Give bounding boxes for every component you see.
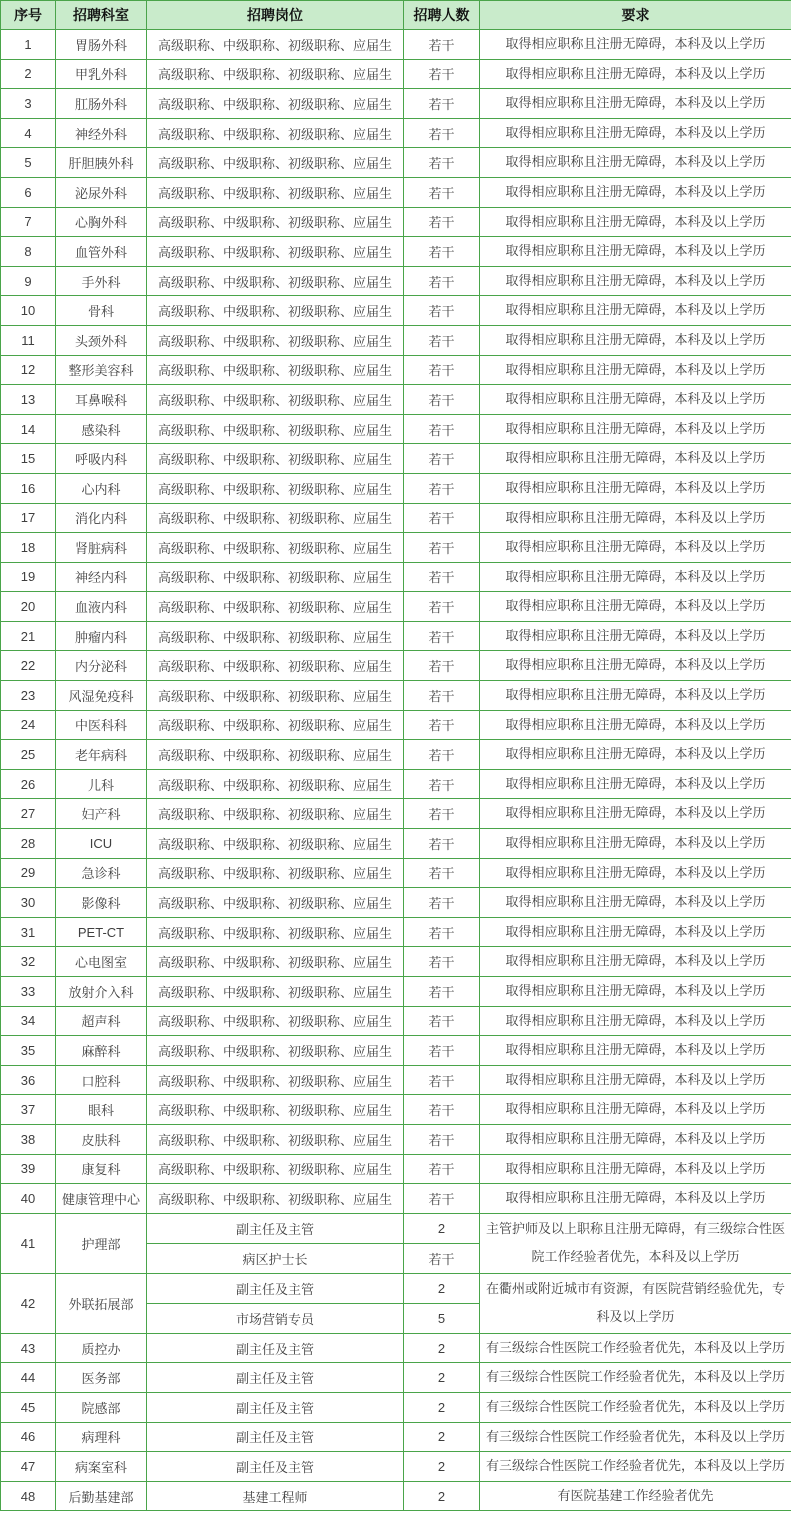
cell-req: 取得相应职称且注册无障碍，本科及以上学历 xyxy=(480,1184,791,1214)
table-row xyxy=(1,207,791,237)
cell-req: 有三级综合性医院工作经验者优先，本科及以上学历 xyxy=(480,1363,791,1393)
cell-count: 若干 xyxy=(404,799,480,829)
cell-count: 若干 xyxy=(404,947,480,977)
table-row xyxy=(1,1036,791,1066)
cell-req: 取得相应职称且注册无障碍，本科及以上学历 xyxy=(480,977,791,1007)
cell-count: 若干 xyxy=(404,1036,480,1066)
cell-dept: 心电图室 xyxy=(56,947,147,977)
cell-no: 5 xyxy=(1,148,56,178)
cell-req: 有三级综合性医院工作经验者优先，本科及以上学历 xyxy=(480,1452,791,1482)
cell-dept: 病案室科 xyxy=(56,1452,147,1482)
cell-req: 主管护师及以上职称且注册无障碍，有三级综合性医院工作经验者优先，本科及以上学历 xyxy=(480,1213,791,1273)
table-row xyxy=(1,888,791,918)
table-row xyxy=(1,177,791,207)
cell-position: 高级职称、中级职称、初级职称、应届生 xyxy=(147,1065,404,1095)
table-row xyxy=(1,59,791,89)
cell-no: 41 xyxy=(1,1213,56,1273)
table-row xyxy=(1,237,791,267)
cell-no: 33 xyxy=(1,977,56,1007)
cell-position: 高级职称、中级职称、初级职称、应届生 xyxy=(147,1184,404,1214)
cell-count: 2 xyxy=(404,1333,480,1363)
cell-no: 2 xyxy=(1,59,56,89)
cell-no: 35 xyxy=(1,1036,56,1066)
cell-position: 高级职称、中级职称、初级职称、应届生 xyxy=(147,651,404,681)
cell-req: 取得相应职称且注册无障碍，本科及以上学历 xyxy=(480,888,791,918)
cell-req: 取得相应职称且注册无障碍，本科及以上学历 xyxy=(480,148,791,178)
table-row xyxy=(1,1095,791,1125)
cell-req: 取得相应职称且注册无障碍，本科及以上学历 xyxy=(480,710,791,740)
cell-dept: 心胸外科 xyxy=(56,207,147,237)
cell-dept: 麻醉科 xyxy=(56,1036,147,1066)
cell-req: 取得相应职称且注册无障碍，本科及以上学历 xyxy=(480,1095,791,1125)
cell-req: 在衢州或附近城市有资源，有医院营销经验优先，专科及以上学历 xyxy=(480,1273,791,1333)
cell-req: 有医院基建工作经验者优先 xyxy=(480,1481,791,1511)
cell-count: 若干 xyxy=(404,1184,480,1214)
cell-count: 若干 xyxy=(404,651,480,681)
cell-position: 副主任及主管 xyxy=(147,1273,404,1303)
cell-position: 高级职称、中级职称、初级职称、应届生 xyxy=(147,947,404,977)
cell-no: 13 xyxy=(1,385,56,415)
cell-no: 20 xyxy=(1,592,56,622)
cell-req: 取得相应职称且注册无障碍，本科及以上学历 xyxy=(480,681,791,711)
cell-count: 若干 xyxy=(404,118,480,148)
cell-dept: 皮肤科 xyxy=(56,1124,147,1154)
cell-position: 高级职称、中级职称、初级职称、应届生 xyxy=(147,858,404,888)
cell-count: 若干 xyxy=(404,1154,480,1184)
table-row xyxy=(1,562,791,592)
cell-dept: 头颈外科 xyxy=(56,325,147,355)
cell-req: 取得相应职称且注册无障碍，本科及以上学历 xyxy=(480,59,791,89)
table-row xyxy=(1,1184,791,1214)
cell-count: 若干 xyxy=(404,148,480,178)
cell-position: 副主任及主管 xyxy=(147,1333,404,1363)
cell-dept: 中医科科 xyxy=(56,710,147,740)
cell-position: 高级职称、中级职称、初级职称、应届生 xyxy=(147,325,404,355)
cell-dept: 儿科 xyxy=(56,769,147,799)
cell-count: 若干 xyxy=(404,473,480,503)
header-no: 序号 xyxy=(1,1,56,30)
cell-dept: 放射介入科 xyxy=(56,977,147,1007)
cell-count: 2 xyxy=(404,1273,480,1303)
cell-dept: 质控办 xyxy=(56,1333,147,1363)
table-row xyxy=(1,710,791,740)
cell-req: 取得相应职称且注册无障碍，本科及以上学历 xyxy=(480,118,791,148)
cell-no: 34 xyxy=(1,1006,56,1036)
cell-position: 高级职称、中级职称、初级职称、应届生 xyxy=(147,592,404,622)
cell-dept: 甲乳外科 xyxy=(56,59,147,89)
cell-req: 取得相应职称且注册无障碍，本科及以上学历 xyxy=(480,858,791,888)
table-row xyxy=(1,1333,791,1363)
cell-position: 高级职称、中级职称、初级职称、应届生 xyxy=(147,977,404,1007)
table-row xyxy=(1,30,791,60)
cell-dept: 外联拓展部 xyxy=(56,1273,147,1333)
cell-position: 高级职称、中级职称、初级职称、应届生 xyxy=(147,769,404,799)
cell-no: 8 xyxy=(1,237,56,267)
cell-position: 高级职称、中级职称、初级职称、应届生 xyxy=(147,207,404,237)
table-row xyxy=(1,858,791,888)
cell-position: 高级职称、中级职称、初级职称、应届生 xyxy=(147,1124,404,1154)
cell-count: 若干 xyxy=(404,385,480,415)
cell-dept: 风湿免疫科 xyxy=(56,681,147,711)
cell-req: 取得相应职称且注册无障碍，本科及以上学历 xyxy=(480,917,791,947)
table-row xyxy=(1,355,791,385)
cell-dept: 心内科 xyxy=(56,473,147,503)
cell-count: 若干 xyxy=(404,59,480,89)
cell-position: 高级职称、中级职称、初级职称、应届生 xyxy=(147,562,404,592)
cell-req: 取得相应职称且注册无障碍，本科及以上学历 xyxy=(480,237,791,267)
cell-dept: 妇产科 xyxy=(56,799,147,829)
table-row xyxy=(1,1422,791,1452)
cell-position: 高级职称、中级职称、初级职称、应届生 xyxy=(147,533,404,563)
table-row xyxy=(1,829,791,859)
cell-req: 取得相应职称且注册无障碍，本科及以上学历 xyxy=(480,266,791,296)
cell-no: 10 xyxy=(1,296,56,326)
cell-no: 31 xyxy=(1,917,56,947)
cell-no: 25 xyxy=(1,740,56,770)
cell-position: 高级职称、中级职称、初级职称、应届生 xyxy=(147,1036,404,1066)
cell-no: 38 xyxy=(1,1124,56,1154)
cell-no: 30 xyxy=(1,888,56,918)
cell-count: 2 xyxy=(404,1452,480,1482)
table-row xyxy=(1,947,791,977)
cell-no: 14 xyxy=(1,414,56,444)
cell-no: 4 xyxy=(1,118,56,148)
cell-count: 若干 xyxy=(404,503,480,533)
table-row xyxy=(1,592,791,622)
cell-no: 18 xyxy=(1,533,56,563)
table-row xyxy=(1,917,791,947)
cell-position: 高级职称、中级职称、初级职称、应届生 xyxy=(147,355,404,385)
cell-count: 若干 xyxy=(404,266,480,296)
cell-req: 取得相应职称且注册无障碍，本科及以上学历 xyxy=(480,385,791,415)
cell-position: 高级职称、中级职称、初级职称、应届生 xyxy=(147,237,404,267)
cell-no: 44 xyxy=(1,1363,56,1393)
table-row xyxy=(1,1452,791,1482)
cell-position: 高级职称、中级职称、初级职称、应届生 xyxy=(147,414,404,444)
cell-count: 若干 xyxy=(404,1124,480,1154)
cell-dept: 整形美容科 xyxy=(56,355,147,385)
cell-no: 32 xyxy=(1,947,56,977)
cell-position: 市场营销专员 xyxy=(147,1303,404,1333)
cell-dept: PET-CT xyxy=(56,917,147,947)
cell-req: 取得相应职称且注册无障碍，本科及以上学历 xyxy=(480,769,791,799)
cell-count: 若干 xyxy=(404,296,480,326)
cell-position: 高级职称、中级职称、初级职称、应届生 xyxy=(147,503,404,533)
cell-no: 29 xyxy=(1,858,56,888)
cell-req: 取得相应职称且注册无障碍，本科及以上学历 xyxy=(480,592,791,622)
cell-count: 若干 xyxy=(404,769,480,799)
table-row xyxy=(1,296,791,326)
cell-position: 副主任及主管 xyxy=(147,1452,404,1482)
cell-count: 若干 xyxy=(404,1095,480,1125)
cell-req: 有三级综合性医院工作经验者优先，本科及以上学历 xyxy=(480,1392,791,1422)
table-row xyxy=(1,1124,791,1154)
cell-req: 取得相应职称且注册无障碍，本科及以上学历 xyxy=(480,740,791,770)
cell-dept: 感染科 xyxy=(56,414,147,444)
cell-dept: 口腔科 xyxy=(56,1065,147,1095)
cell-count: 2 xyxy=(404,1392,480,1422)
table-row xyxy=(1,1154,791,1184)
table-row xyxy=(1,769,791,799)
cell-dept: 神经外科 xyxy=(56,118,147,148)
table-row xyxy=(1,503,791,533)
cell-dept: 后勤基建部 xyxy=(56,1481,147,1511)
cell-count: 5 xyxy=(404,1303,480,1333)
cell-req: 取得相应职称且注册无障碍，本科及以上学历 xyxy=(480,30,791,60)
table-row xyxy=(1,414,791,444)
cell-dept: 泌尿外科 xyxy=(56,177,147,207)
cell-position: 高级职称、中级职称、初级职称、应届生 xyxy=(147,917,404,947)
cell-no: 26 xyxy=(1,769,56,799)
cell-req: 取得相应职称且注册无障碍，本科及以上学历 xyxy=(480,296,791,326)
cell-req: 取得相应职称且注册无障碍，本科及以上学历 xyxy=(480,1124,791,1154)
cell-position: 高级职称、中级职称、初级职称、应届生 xyxy=(147,296,404,326)
cell-dept: ICU xyxy=(56,829,147,859)
cell-req: 有三级综合性医院工作经验者优先，本科及以上学历 xyxy=(480,1333,791,1363)
cell-count: 若干 xyxy=(404,740,480,770)
cell-dept: 健康管理中心 xyxy=(56,1184,147,1214)
cell-count: 若干 xyxy=(404,533,480,563)
cell-no: 9 xyxy=(1,266,56,296)
table-row xyxy=(1,118,791,148)
header-req: 要求 xyxy=(480,1,791,30)
cell-no: 7 xyxy=(1,207,56,237)
cell-count: 若干 xyxy=(404,562,480,592)
cell-position: 高级职称、中级职称、初级职称、应届生 xyxy=(147,118,404,148)
table-row xyxy=(1,799,791,829)
table-row xyxy=(1,148,791,178)
table-row xyxy=(1,1273,791,1303)
cell-no: 1 xyxy=(1,30,56,60)
cell-req: 取得相应职称且注册无障碍，本科及以上学历 xyxy=(480,562,791,592)
cell-dept: 消化内科 xyxy=(56,503,147,533)
cell-req: 取得相应职称且注册无障碍，本科及以上学历 xyxy=(480,1065,791,1095)
cell-position: 高级职称、中级职称、初级职称、应届生 xyxy=(147,829,404,859)
table-row xyxy=(1,385,791,415)
cell-count: 若干 xyxy=(404,1006,480,1036)
cell-req: 取得相应职称且注册无障碍，本科及以上学历 xyxy=(480,621,791,651)
cell-dept: 康复科 xyxy=(56,1154,147,1184)
cell-dept: 院感部 xyxy=(56,1392,147,1422)
cell-position: 高级职称、中级职称、初级职称、应届生 xyxy=(147,799,404,829)
cell-dept: 耳鼻喉科 xyxy=(56,385,147,415)
cell-dept: 急诊科 xyxy=(56,858,147,888)
cell-no: 12 xyxy=(1,355,56,385)
cell-req: 取得相应职称且注册无障碍，本科及以上学历 xyxy=(480,1154,791,1184)
cell-count: 2 xyxy=(404,1422,480,1452)
cell-req: 取得相应职称且注册无障碍，本科及以上学历 xyxy=(480,355,791,385)
cell-position: 高级职称、中级职称、初级职称、应届生 xyxy=(147,621,404,651)
header-dept: 招聘科室 xyxy=(56,1,147,30)
cell-position: 高级职称、中级职称、初级职称、应届生 xyxy=(147,444,404,474)
cell-count: 若干 xyxy=(404,681,480,711)
cell-position: 高级职称、中级职称、初级职称、应届生 xyxy=(147,1095,404,1125)
cell-dept: 骨科 xyxy=(56,296,147,326)
table-row xyxy=(1,1392,791,1422)
cell-position: 高级职称、中级职称、初级职称、应届生 xyxy=(147,59,404,89)
cell-position: 副主任及主管 xyxy=(147,1422,404,1452)
cell-count: 若干 xyxy=(404,888,480,918)
cell-req: 取得相应职称且注册无障碍，本科及以上学历 xyxy=(480,177,791,207)
cell-no: 21 xyxy=(1,621,56,651)
cell-req: 取得相应职称且注册无障碍，本科及以上学历 xyxy=(480,473,791,503)
cell-position: 副主任及主管 xyxy=(147,1213,404,1243)
table-row xyxy=(1,651,791,681)
cell-dept: 内分泌科 xyxy=(56,651,147,681)
table-row xyxy=(1,1065,791,1095)
cell-count: 若干 xyxy=(404,325,480,355)
table-row xyxy=(1,89,791,119)
cell-count: 若干 xyxy=(404,177,480,207)
cell-req: 取得相应职称且注册无障碍，本科及以上学历 xyxy=(480,799,791,829)
cell-position: 高级职称、中级职称、初级职称、应届生 xyxy=(147,89,404,119)
table-row xyxy=(1,1363,791,1393)
cell-no: 17 xyxy=(1,503,56,533)
cell-count: 若干 xyxy=(404,977,480,1007)
cell-no: 16 xyxy=(1,473,56,503)
cell-position: 高级职称、中级职称、初级职称、应届生 xyxy=(147,385,404,415)
header-row xyxy=(1,1,791,30)
table-row xyxy=(1,681,791,711)
cell-count: 若干 xyxy=(404,237,480,267)
cell-position: 副主任及主管 xyxy=(147,1363,404,1393)
table-row xyxy=(1,266,791,296)
cell-dept: 呼吸内科 xyxy=(56,444,147,474)
cell-no: 22 xyxy=(1,651,56,681)
cell-dept: 手外科 xyxy=(56,266,147,296)
cell-dept: 胃肠外科 xyxy=(56,30,147,60)
table-row xyxy=(1,740,791,770)
table-row xyxy=(1,977,791,1007)
cell-no: 3 xyxy=(1,89,56,119)
cell-no: 24 xyxy=(1,710,56,740)
cell-dept: 超声科 xyxy=(56,1006,147,1036)
cell-req: 取得相应职称且注册无障碍，本科及以上学历 xyxy=(480,503,791,533)
cell-req: 取得相应职称且注册无障碍，本科及以上学历 xyxy=(480,1036,791,1066)
cell-position: 高级职称、中级职称、初级职称、应届生 xyxy=(147,740,404,770)
cell-req: 有三级综合性医院工作经验者优先，本科及以上学历 xyxy=(480,1422,791,1452)
cell-count: 若干 xyxy=(404,207,480,237)
cell-position: 副主任及主管 xyxy=(147,1392,404,1422)
cell-req: 取得相应职称且注册无障碍，本科及以上学历 xyxy=(480,947,791,977)
cell-no: 48 xyxy=(1,1481,56,1511)
cell-dept: 影像科 xyxy=(56,888,147,918)
cell-position: 高级职称、中级职称、初级职称、应届生 xyxy=(147,681,404,711)
cell-no: 39 xyxy=(1,1154,56,1184)
cell-req: 取得相应职称且注册无障碍，本科及以上学历 xyxy=(480,829,791,859)
cell-no: 47 xyxy=(1,1452,56,1482)
cell-dept: 护理部 xyxy=(56,1213,147,1273)
cell-dept: 神经内科 xyxy=(56,562,147,592)
cell-no: 46 xyxy=(1,1422,56,1452)
cell-count: 若干 xyxy=(404,444,480,474)
cell-req: 取得相应职称且注册无障碍，本科及以上学历 xyxy=(480,651,791,681)
cell-count: 2 xyxy=(404,1481,480,1511)
header-count: 招聘人数 xyxy=(404,1,480,30)
cell-count: 若干 xyxy=(404,858,480,888)
cell-position: 高级职称、中级职称、初级职称、应届生 xyxy=(147,473,404,503)
cell-position: 高级职称、中级职称、初级职称、应届生 xyxy=(147,148,404,178)
table-row xyxy=(1,1006,791,1036)
cell-count: 若干 xyxy=(404,592,480,622)
cell-count: 若干 xyxy=(404,1065,480,1095)
cell-position: 高级职称、中级职称、初级职称、应届生 xyxy=(147,1006,404,1036)
table-row xyxy=(1,325,791,355)
cell-no: 11 xyxy=(1,325,56,355)
cell-count: 若干 xyxy=(404,829,480,859)
cell-dept: 医务部 xyxy=(56,1363,147,1393)
cell-count: 若干 xyxy=(404,30,480,60)
cell-no: 40 xyxy=(1,1184,56,1214)
cell-no: 37 xyxy=(1,1095,56,1125)
cell-req: 取得相应职称且注册无障碍，本科及以上学历 xyxy=(480,207,791,237)
cell-no: 23 xyxy=(1,681,56,711)
cell-count: 若干 xyxy=(404,917,480,947)
table-row xyxy=(1,444,791,474)
cell-position: 高级职称、中级职称、初级职称、应届生 xyxy=(147,1154,404,1184)
cell-count: 若干 xyxy=(404,621,480,651)
cell-dept: 血管外科 xyxy=(56,237,147,267)
cell-count: 若干 xyxy=(404,89,480,119)
cell-req: 取得相应职称且注册无障碍，本科及以上学历 xyxy=(480,1006,791,1036)
table-row xyxy=(1,533,791,563)
cell-no: 36 xyxy=(1,1065,56,1095)
cell-req: 取得相应职称且注册无障碍，本科及以上学历 xyxy=(480,325,791,355)
cell-count: 若干 xyxy=(404,355,480,385)
cell-dept: 老年病科 xyxy=(56,740,147,770)
table-row xyxy=(1,1213,791,1243)
cell-no: 45 xyxy=(1,1392,56,1422)
cell-dept: 眼科 xyxy=(56,1095,147,1125)
cell-dept: 病理科 xyxy=(56,1422,147,1452)
cell-no: 6 xyxy=(1,177,56,207)
cell-position: 高级职称、中级职称、初级职称、应届生 xyxy=(147,888,404,918)
cell-count: 若干 xyxy=(404,710,480,740)
cell-req: 取得相应职称且注册无障碍，本科及以上学历 xyxy=(480,414,791,444)
cell-position: 基建工程师 xyxy=(147,1481,404,1511)
cell-no: 42 xyxy=(1,1273,56,1333)
cell-position: 高级职称、中级职称、初级职称、应届生 xyxy=(147,30,404,60)
cell-position: 高级职称、中级职称、初级职称、应届生 xyxy=(147,177,404,207)
cell-req: 取得相应职称且注册无障碍，本科及以上学历 xyxy=(480,89,791,119)
cell-no: 19 xyxy=(1,562,56,592)
cell-dept: 血液内科 xyxy=(56,592,147,622)
cell-count: 2 xyxy=(404,1213,480,1243)
cell-no: 27 xyxy=(1,799,56,829)
header-position: 招聘岗位 xyxy=(147,1,404,30)
table-body xyxy=(1,30,791,1511)
cell-no: 43 xyxy=(1,1333,56,1363)
cell-count: 2 xyxy=(404,1363,480,1393)
cell-req: 取得相应职称且注册无障碍，本科及以上学历 xyxy=(480,533,791,563)
table-row xyxy=(1,1481,791,1511)
cell-count: 若干 xyxy=(404,414,480,444)
cell-position: 高级职称、中级职称、初级职称、应届生 xyxy=(147,266,404,296)
cell-no: 15 xyxy=(1,444,56,474)
cell-req: 取得相应职称且注册无障碍，本科及以上学历 xyxy=(480,444,791,474)
cell-position: 高级职称、中级职称、初级职称、应届生 xyxy=(147,710,404,740)
table-row xyxy=(1,473,791,503)
table-row xyxy=(1,621,791,651)
cell-no: 28 xyxy=(1,829,56,859)
cell-position: 病区护士长 xyxy=(147,1243,404,1273)
cell-dept: 肛肠外科 xyxy=(56,89,147,119)
cell-dept: 肿瘤内科 xyxy=(56,621,147,651)
cell-dept: 肝胆胰外科 xyxy=(56,148,147,178)
cell-dept: 肾脏病科 xyxy=(56,533,147,563)
cell-count: 若干 xyxy=(404,1243,480,1273)
